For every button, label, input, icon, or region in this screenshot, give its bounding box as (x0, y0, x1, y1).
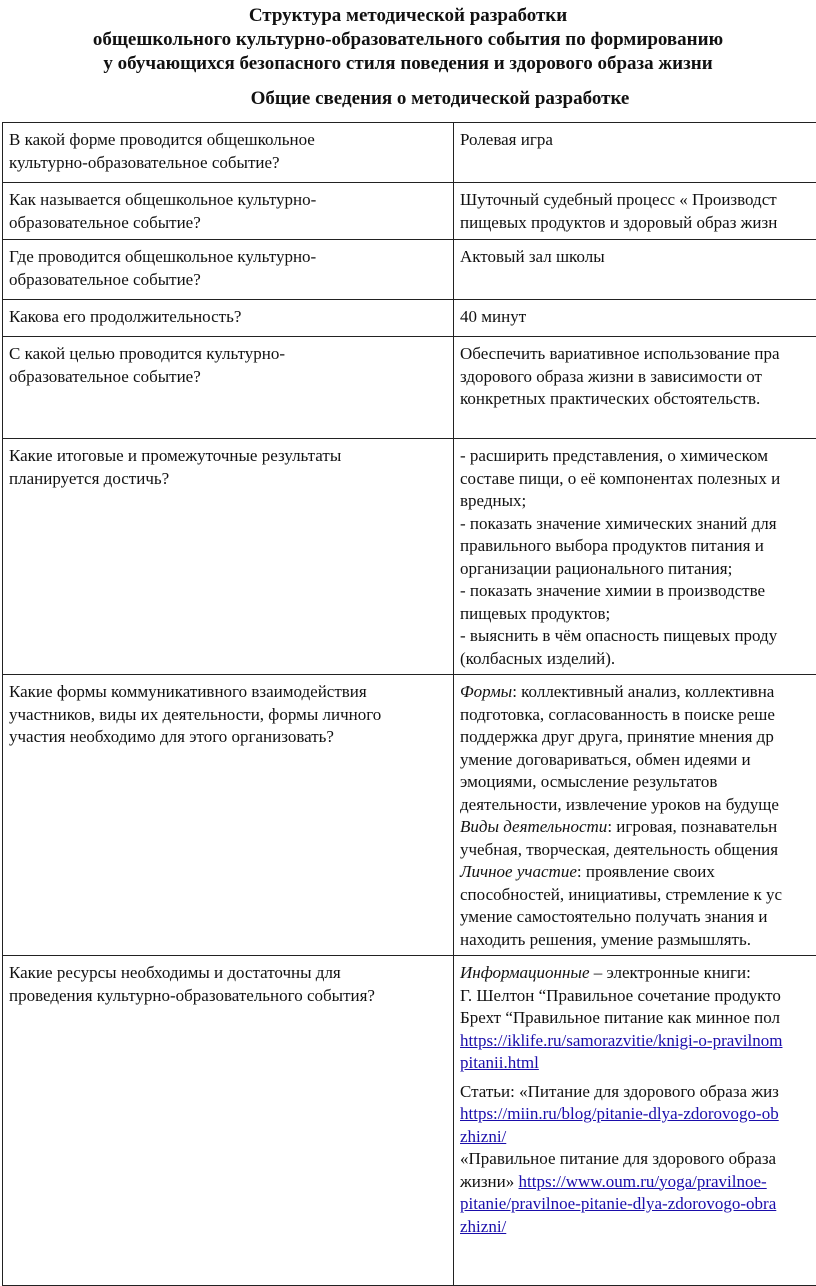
answer-cell (454, 439, 816, 675)
table-row (3, 183, 816, 240)
question-line: Какие формы коммуникативного взаимодействия (9, 681, 447, 704)
title-line-2: общешкольного культурно-образовательного события по формированию (0, 28, 816, 52)
question-line: образовательное событие? (9, 269, 447, 292)
answer-line (460, 1193, 816, 1216)
answer-line (460, 1216, 816, 1239)
question-line: В какой форме проводится общешкольное (9, 129, 447, 152)
answer-line (460, 1126, 816, 1149)
article2-link[interactable]: https://www.oum.ru/yoga/pravilnoe- (519, 1172, 767, 1191)
articles-line: Статьи: «Питание для здорового образа жиз (460, 1081, 816, 1104)
question-line: образовательное событие? (9, 366, 447, 389)
answer-line: конкретных практических обстоятельств. (460, 388, 816, 411)
question-cell (3, 183, 454, 240)
answer-line: способностей, инициативы, стремление к ус (460, 884, 816, 907)
answer-line (460, 861, 816, 884)
answer-line: вредных; (460, 490, 816, 513)
books-link-cont[interactable]: pitanii.html (460, 1053, 539, 1072)
question-cell (3, 123, 454, 183)
answer-cell (454, 337, 816, 439)
answer-line (460, 1052, 816, 1075)
answer-line: учебная, творческая, деятельность общения (460, 839, 816, 862)
answer-line: находить решения, умение размышлять. (460, 929, 816, 952)
table-row (3, 337, 816, 439)
question-cell (3, 240, 454, 300)
article2-line: «Правильное питание для здорового образа (460, 1148, 816, 1171)
answer-line (460, 1171, 816, 1194)
answer-line (460, 681, 816, 704)
section-subtitle: Общие сведения о методической разработке (0, 87, 816, 111)
question-line: участников, виды их деятельности, формы личного (9, 704, 447, 727)
answer-line: - показать значение химии в производстве (460, 580, 816, 603)
answer-text: : проявление своих (577, 862, 715, 881)
table-row (3, 956, 816, 1286)
answer-line: эмоциями, осмысление результатов (460, 771, 816, 794)
question-line: Как называется общешкольное культурно- (9, 189, 447, 212)
answer-line: (колбасных изделий). (460, 648, 816, 671)
question-cell (3, 675, 454, 956)
book-line: Брехт “Правильное питание как минное пол (460, 1007, 816, 1030)
answer-text: – электронные книги: (589, 963, 750, 982)
answer-line: Актовый зал школы (460, 246, 816, 269)
answer-line (460, 962, 816, 985)
question-cell (3, 300, 454, 337)
answer-line (460, 1030, 816, 1053)
table-row (3, 300, 816, 337)
article1-link[interactable]: https://miin.ru/blog/pitanie-dlya-zdorovogo-ob (460, 1104, 779, 1123)
document-title (0, 4, 816, 76)
answer-line: - показать значение химических знаний для (460, 513, 816, 536)
answer-line: правильного выбора продуктов питания и (460, 535, 816, 558)
answer-line: - расширить представления, о химическом (460, 445, 816, 468)
article2-link-cont[interactable]: pitanie/pravilnoe-pitanie-dlya-zdorovogo-obra (460, 1194, 776, 1213)
question-cell (3, 956, 454, 1286)
answer-line: поддержка друг друга, принятие мнения др (460, 726, 816, 749)
kinds-label: Виды деятельности (460, 817, 607, 836)
answer-cell (454, 300, 816, 337)
table-row (3, 439, 816, 675)
answer-cell (454, 123, 816, 183)
answer-line (460, 816, 816, 839)
table-row (3, 240, 816, 300)
question-line: культурно-образовательное событие? (9, 152, 447, 175)
question-line: С какой целью проводится культурно- (9, 343, 447, 366)
answer-line: умение договариваться, обмен идеями и (460, 749, 816, 772)
article2-link-end[interactable]: zhizni/ (460, 1217, 506, 1236)
question-line: проведения культурно-образовательного события? (9, 985, 447, 1008)
answer-line: подготовка, согласованность в поиске реше (460, 704, 816, 727)
answer-line (460, 1103, 816, 1126)
answer-cell (454, 956, 816, 1286)
answer-text: : игровая, познавательн (607, 817, 777, 836)
answer-line: составе пищи, о её компонентах полезных и (460, 468, 816, 491)
question-line: планируется достичь? (9, 468, 447, 491)
answer-line: здорового образа жизни в зависимости от (460, 366, 816, 389)
answer-line: деятельности, извлечение уроков на будуще (460, 794, 816, 817)
question-line: Где проводится общешкольное культурно- (9, 246, 447, 269)
answer-line: 40 минут (460, 306, 816, 329)
title-line-3: у обучающихся безопасного стиля поведения и здорового образа жизни (0, 52, 816, 76)
personal-label: Личное участие (460, 862, 577, 881)
answer-line: пищевых продуктов и здоровый образ жизн (460, 212, 816, 235)
article1-link-cont[interactable]: zhizni/ (460, 1127, 506, 1146)
books-link[interactable]: https://iklife.ru/samorazvitie/knigi-o-pravilnom (460, 1031, 782, 1050)
answer-line: Шуточный судебный процесс « Производст (460, 189, 816, 212)
info-table (2, 122, 816, 1286)
question-cell (3, 337, 454, 439)
answer-cell (454, 240, 816, 300)
forms-label: Формы (460, 682, 512, 701)
answer-text: : коллективный анализ, коллективна (512, 682, 774, 701)
question-cell (3, 439, 454, 675)
question-line: Какова его продолжительность? (9, 306, 447, 329)
answer-line: организации рационального питания; (460, 558, 816, 581)
book-line: Г. Шелтон “Правильное сочетание продукто (460, 985, 816, 1008)
answer-line: Обеспечить вариативное использование пра (460, 343, 816, 366)
table-row (3, 123, 816, 183)
question-line: участия необходимо для этого организовать? (9, 726, 447, 749)
title-line-1: Структура методической разработки (0, 4, 816, 28)
answer-line: умение самостоятельно получать знания и (460, 906, 816, 929)
answer-line: Ролевая игра (460, 129, 816, 152)
answer-line: пищевых продуктов; (460, 603, 816, 626)
answer-line: - выяснить в чём опасность пищевых проду (460, 625, 816, 648)
answer-cell (454, 675, 816, 956)
table-row (3, 675, 816, 956)
question-line: Какие итоговые и промежуточные результаты (9, 445, 447, 468)
question-line: образовательное событие? (9, 212, 447, 235)
info-label: Информационные (460, 963, 589, 982)
answer-text: жизни» (460, 1172, 519, 1191)
question-line: Какие ресурсы необходимы и достаточны для (9, 962, 447, 985)
answer-cell (454, 183, 816, 240)
